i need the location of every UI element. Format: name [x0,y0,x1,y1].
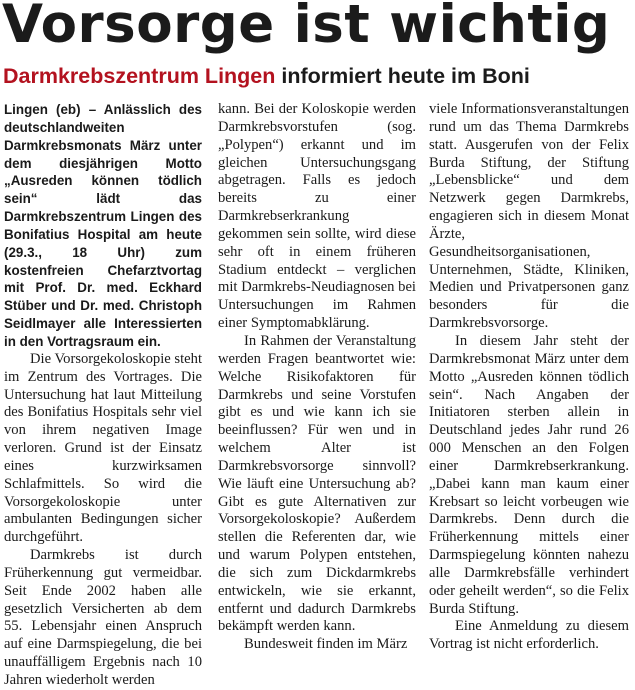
body-paragraph: In diesem Jahr steht der Darmkrebsmonat März unter dem Motto „Ausreden können tödlich sein“. Nach Angaben der Initiatoren sterben allein in Deutschland jedes Jahr rund 26 000 Menschen an den Folgen einer Darmkrebserkrankung. „Dabei kann man kaum einer Krebsart so leicht vorbeugen wie Darmkrebs. Denn durch die Früherkennung mittels einer Darmspiegelung könnten nahezu alle Darmkrebsfälle verhindert oder geheilt werden“, so die Felix Burda Stiftung. [429,332,629,617]
subheadline-rest: informiert heute im Boni [275,64,530,88]
body-paragraph: Die Vorsorgekoloskopie steht im Zentrum des Vortrages. Die Untersuchung hat laut Mitteilung des Bonifatius Hospitals sehr viel von ihrem negativen Image verloren. Grund ist der Einsatz eines kurzwirksamen Schlafmittels. So wird die Vorsorgekoloskopie unter ambulanten Bedingungen sicher durchgeführt. [4,350,202,546]
body-paragraph: Bundesweit finden im März [244,636,408,653]
body-paragraph: Eine Anmeldung zu diesem Vortrag ist nicht erforderlich. [429,618,629,653]
body-paragraph: kann. Bei der Koloskopie werden Darmkrebsvorstufen (sog. „Polypen“) erkannt und im gleichen Untersuchungsgang abgetragen. Falls es jedoch bereits zu einer Darmkrebserkrankung gekommen sein sollte, wird diese sehr oft in einem früheren Stadium entdeckt – verglichen mit Darmkrebs-Neudiagnosen bei Untersuchungen im Rahmen einer Symptomabklärung. [218,101,416,332]
subheadline-accent: Darmkrebszentrum Lingen [3,64,276,88]
headline: Vorsorge ist wichtig [2,0,611,55]
article-column-2 [218,101,416,654]
body-paragraph: In Rahmen der Veranstaltung werden Fragen beantwortet wie: Welche Risikofaktoren für Darmkrebs und seine Vorstufen gibt es und wie kann ich sie beeinflussen? Für wen und in welchem Alter ist Darmkrebsvorsorge sinnvoll? Wie läuft eine Untersuchung ab? Gibt es gute Alternativen zur Vorsorgekoloskopie? Außerdem stellen die Referenten dar, wie und warum Polypen entstehen, die sich zum Dickdarmkrebs entwickeln, wie sie erkannt, entfernt und dadurch Darmkrebs bekämpft werden kann. [218,332,416,635]
body-paragraph: viele Informationsveranstaltungen rund um das Thema Darmkrebs statt. Ausgerufen von der Felix Burda Stiftung, der Stiftung „Lebensblicke“ und dem Netzwerk gegen Darmkrebs, engagieren sich in diesem Monat Ärzte, Gesundheitsorganisationen, Unternehmen, Städte, Kliniken, Medien und Privatpersonen ganz besonders für die Darmkrebsvorsorge. [429,101,629,332]
lead-paragraph: Lingen (eb) – Anlässlich des deutschlandweiten Darmkrebsmonats März unter dem diesjährigen Motto „Ausreden können tödlich sein“ lädt das Darmkrebszentrum Lingen des Bonifatius Hospital am heute (29.3., 18 Uhr) zum kostenfreien Chefarztvortag mit Prof. Dr. med. Eckhard Stüber und Dr. med. Christoph Seidlmayer alle Interessierten in den Vortragsraum ein. [4,102,202,349]
subheadline [3,63,530,89]
article-column-1 [4,101,202,690]
body-paragraph: Darmkrebs ist durch Früherkennung gut vermeidbar. Seit Ende 2002 haben alle gesetzlich Versicherten ab dem 55. Lebensjahr einen Anspruch auf eine Darmspiegelung, die bei unauffälligem Ergebnis nach 10 Jahren wiederholt werden [4,547,202,688]
article-column-3 [429,101,629,654]
